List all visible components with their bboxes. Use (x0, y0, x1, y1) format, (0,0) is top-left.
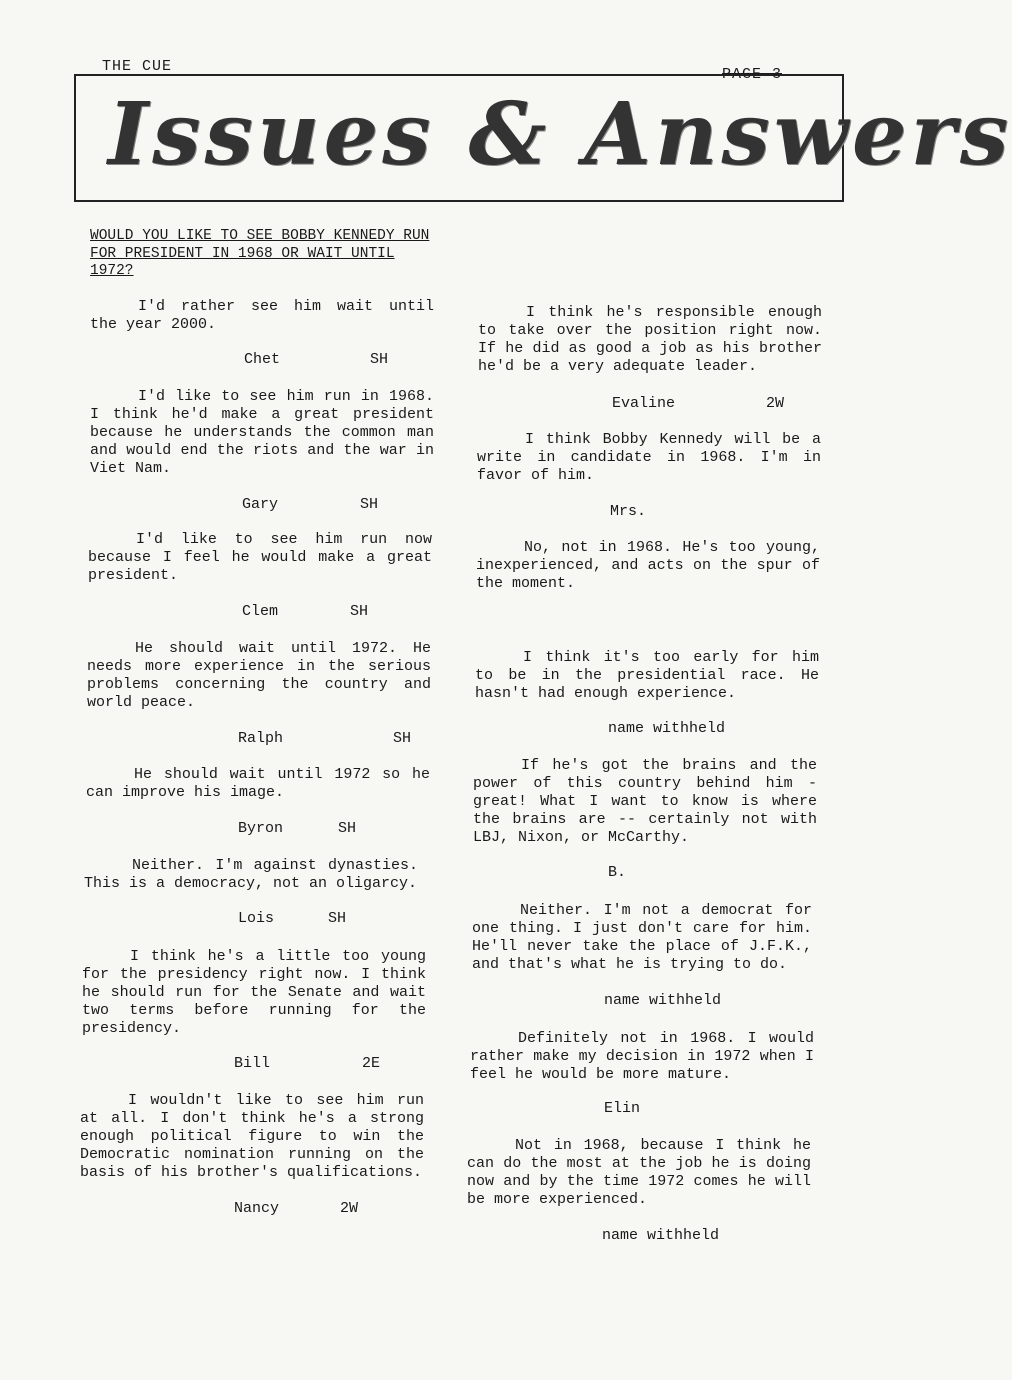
respondent-signature (242, 603, 369, 621)
respondent-name: Clem (242, 603, 279, 620)
respondent-signature (244, 351, 389, 369)
respondent-room: SH (360, 496, 379, 513)
answer-text: I'd rather see him wait until the year 2000. (90, 298, 434, 333)
respondent-name: Nancy (234, 1200, 280, 1217)
respondent-name: Evaline (612, 395, 676, 412)
answer-text: He should wait until 1972. He needs more experience in the serious problems concerning the country and world peace. (87, 640, 431, 711)
respondent-name: Chet (244, 351, 281, 368)
answer-text: No, not in 1968. He's too young, inexperienced, and acts on the spur of the moment. (476, 539, 820, 592)
respondent-signature (238, 820, 357, 838)
answer-text: I wouldn't like to see him run at all. I don't think he's a strong enough political figure to win the Democratic nomination running on the basis of his brother's qualifications. (80, 1092, 424, 1181)
paper-name: THE CUE (102, 58, 173, 75)
answer-text: Definitely not in 1968. I would rather make my decision in 1972 when I feel he would be more mature. (470, 1030, 814, 1083)
survey-question: WOULD YOU LIKE TO SEE BOBBY KENNEDY RUN FOR PRESIDENT IN 1968 OR WAIT UNTIL 1972? (90, 228, 430, 279)
respondent-signature (242, 496, 379, 514)
answer-text: Not in 1968, because I think he can do the most at the job he is doing now and by the time 1972 comes he will be more experienced. (467, 1137, 811, 1208)
answer-text: I think he's a little too young for the presidency right now. I think he should run for the Senate and wait two terms before running for the presidency. (82, 948, 426, 1037)
respondent-name: Bill (234, 1055, 271, 1072)
respondent-name: Byron (238, 820, 284, 837)
answer-text: I'd like to see him run in 1968. I think he'd make a great president because he understands the common man and would end the riots and the war in Viet Nam. (90, 388, 434, 477)
respondent-name: name withheld (604, 992, 722, 1009)
respondent-name: Elin (604, 1100, 641, 1117)
respondent-name: Lois (238, 910, 275, 927)
respondent-name: name withheld (602, 1227, 720, 1244)
answer-text: I think Bobby Kennedy will be a write in candidate in 1968. I'm in favor of him. (477, 431, 821, 484)
respondent-room: 2W (340, 1200, 359, 1217)
respondent-signature (608, 720, 725, 738)
answer-text: I think it's too early for him to be in the presidential race. He hasn't had enough experience. (475, 649, 819, 702)
respondent-name: name withheld (608, 720, 726, 737)
respondent-signature (238, 910, 347, 928)
respondent-signature (238, 730, 412, 748)
respondent-signature (234, 1055, 381, 1073)
answer-text: Neither. I'm against dynasties. This is a democracy, not an oligarcy. (84, 857, 418, 892)
respondent-signature (608, 864, 626, 882)
respondent-room: 2W (766, 395, 785, 412)
respondent-room: SH (328, 910, 347, 927)
answer-text: I think he's responsible enough to take over the position right now. If he did as good a job as his brother he'd be a very adequate leader. (478, 304, 822, 375)
respondent-room: SH (350, 603, 369, 620)
respondent-name: Ralph (238, 730, 284, 747)
respondent-signature (602, 1227, 719, 1245)
respondent-signature (610, 503, 646, 521)
respondent-signature (604, 992, 721, 1010)
respondent-room: SH (393, 730, 412, 747)
respondent-signature (234, 1200, 359, 1218)
answer-text: Neither. I'm not a democrat for one thing. I just don't care for him. He'll never take the place of J.F.K., and that's what he is trying to do. (472, 902, 812, 973)
page-title: Issues & Answers (108, 84, 1012, 185)
answer-text: I'd like to see him run now because I feel he would make a great president. (88, 531, 432, 584)
page-number: PAGE 3 (722, 66, 783, 83)
respondent-room: 2E (362, 1055, 381, 1072)
respondent-name: Mrs. (610, 503, 647, 520)
respondent-signature (604, 1100, 640, 1118)
respondent-name: Gary (242, 496, 279, 513)
respondent-room: SH (338, 820, 357, 837)
answer-text: If he's got the brains and the power of this country behind him - great! What I want to know is where the brains are -- certainly not with LBJ, Nixon, or McCarthy. (473, 757, 817, 846)
answer-text: He should wait until 1972 so he can improve his image. (86, 766, 430, 801)
respondent-signature (612, 395, 785, 413)
respondent-name: B. (608, 864, 627, 881)
respondent-room: SH (370, 351, 389, 368)
